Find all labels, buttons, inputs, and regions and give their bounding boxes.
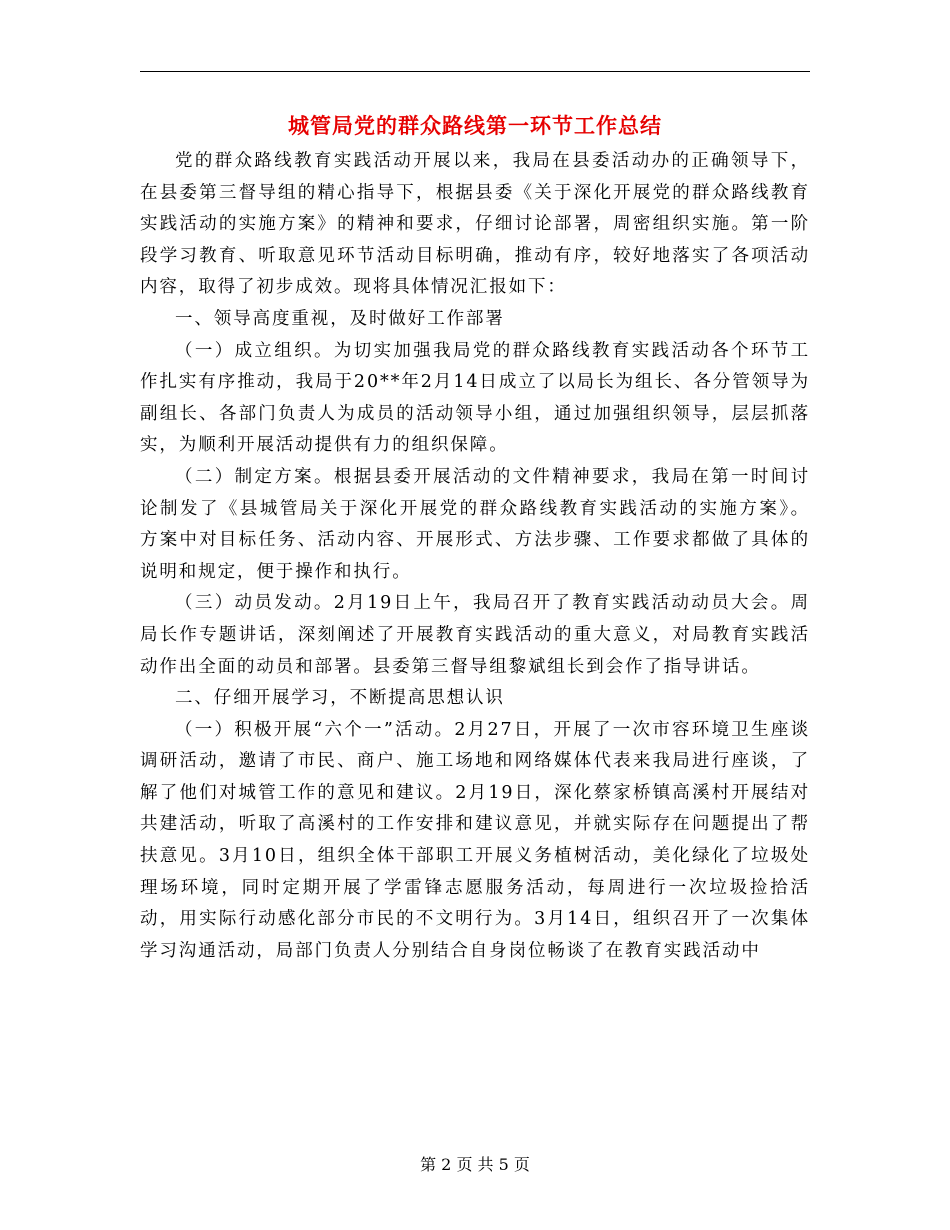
- header-rule: [140, 71, 810, 72]
- page-footer: [0, 1152, 950, 1175]
- paragraph-1-2: （二）制定方案。根据县委开展活动的文件精神要求，我局在第一时间讨论制发了《县城管局关于深化开展党的群众路线教育实践活动的实施方案》。方案中对目标任务、活动内容、开展形式、方法步骤、工作要求都做了具体的说明和规定，便于操作和执行。: [140, 466, 810, 582]
- document-title: 城管局党的群众路线第一环节工作总结: [288, 113, 662, 138]
- paragraph-intro: 党的群众路线教育实践活动开展以来，我局在县委活动办的正确领导下，在县委第三督导组的精心指导下，根据县委《关于深化开展党的群众路线教育实践活动的实施方案》的精神和要求，仔细讨论部署，周密组织实施。第一阶段学习教育、听取意见环节活动目标明确，推动有序，较好地落实了各项活动内容，取得了初步成效。现将具体情况汇报如下：: [140, 151, 810, 298]
- paragraph-1-3: （三）动员发动。2月19日上午，我局召开了教育实践活动动员大会。周局长作专题讲话，深刻阐述了开展教育实践活动的重大意义，对局教育实践活动作出全面的动员和部署。县委第三督导组黎斌组长到会作了指导讲话。: [140, 593, 810, 677]
- section-heading-2: 二、仔细开展学习，不断提高思想认识: [175, 688, 505, 709]
- page-number: 第 2 页 共 5 页: [420, 1155, 530, 1174]
- document-body: [140, 146, 810, 967]
- section-heading-1: 一、领导高度重视，及时做好工作部署: [175, 308, 505, 329]
- paragraph-1-1: （一）成立组织。为切实加强我局党的群众路线教育实践活动各个环节工作扎实有序推动，我局于20**年2月14日成立了以局长为组长、各分管领导为副组长、各部门负责人为成员的活动领导小组，通过加强组织领导，层层抓落实，为顺利开展活动提供有力的组织保障。: [140, 340, 810, 456]
- paragraph-2-1: （一）积极开展“六个一”活动。2月27日，开展了一次市容环境卫生座谈调研活动，邀请了市民、商户、施工场地和网络媒体代表来我局进行座谈，了解了他们对城管工作的意见和建议。2月19日，深化蔡家桥镇高溪村开展结对共建活动，听取了高溪村的工作安排和建议意见，并就实际存在问题提出了帮扶意见。3月10日，组织全体干部职工开展义务植树活动，美化绿化了垃圾处理场环境，同时定期开展了学雷锋志愿服务活动，每周进行一次垃圾捡拾活动，用实际行动感化部分市民的不文明行为。3月14日，组织召开了一次集体学习沟通活动，局部门负责人分别结合自身岗位畅谈了在教育实践活动中: [140, 719, 810, 961]
